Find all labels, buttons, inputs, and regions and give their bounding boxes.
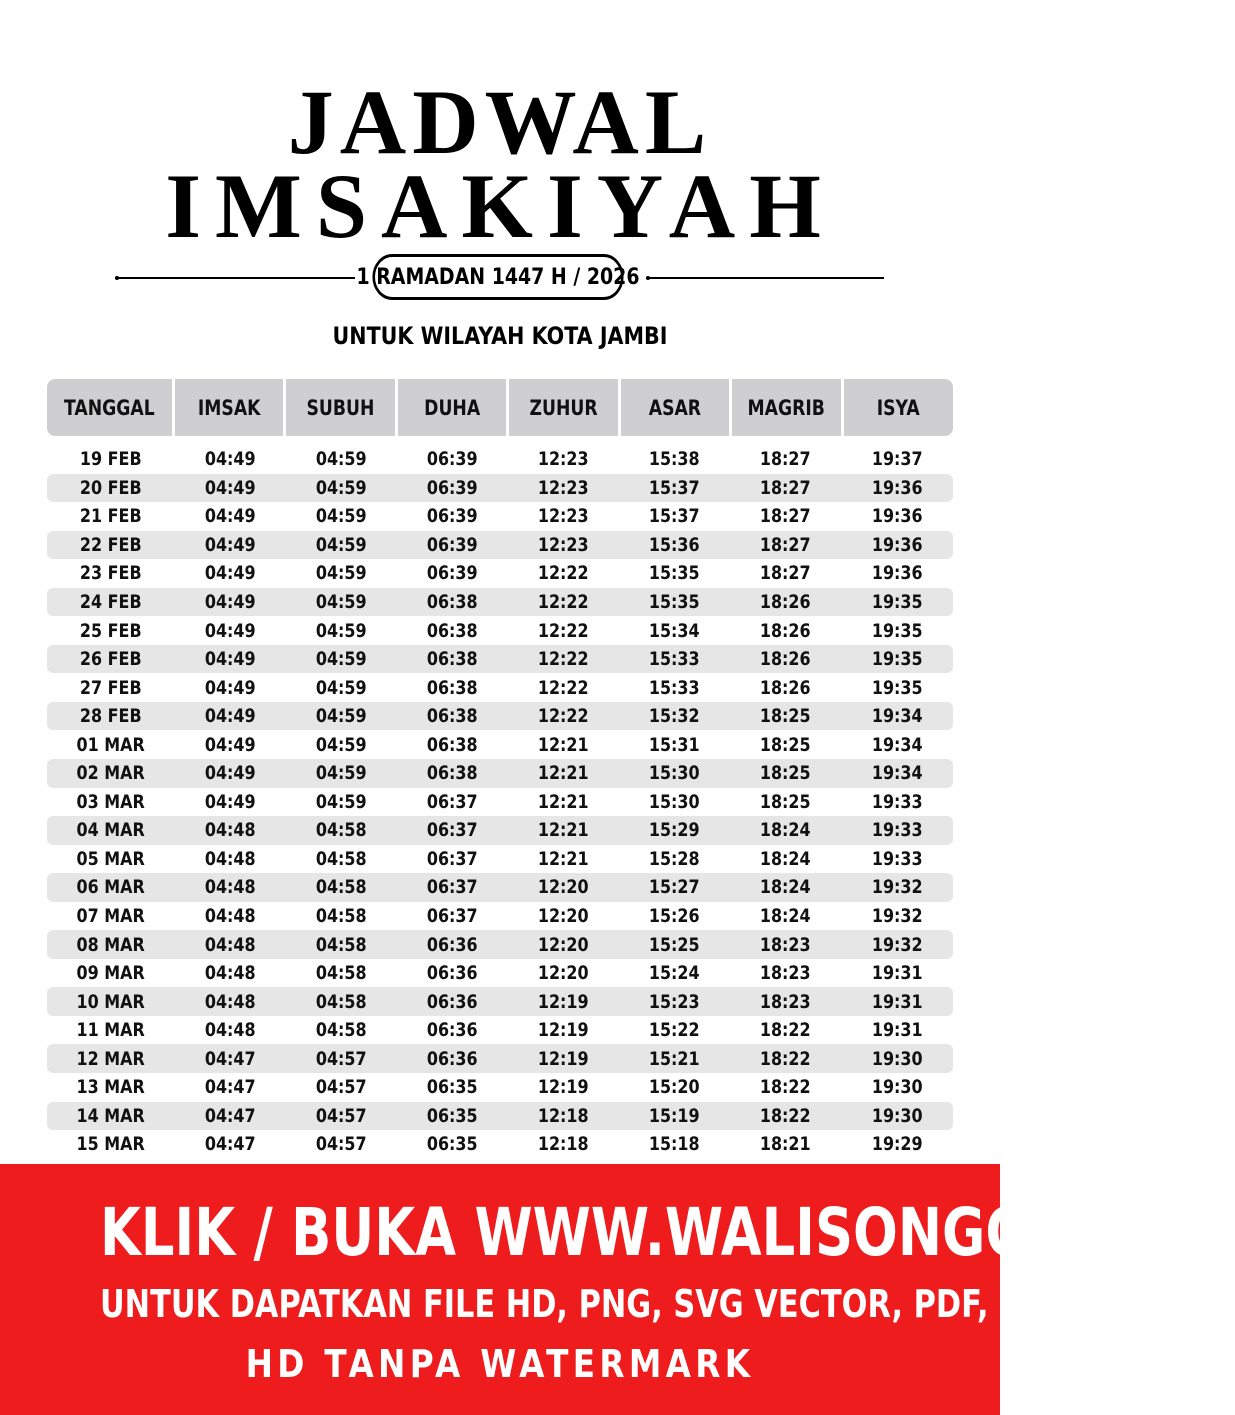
table-cell-imsak: 04:49	[205, 619, 256, 642]
table-cell-magrib: 18:23	[760, 962, 811, 985]
table-cell-imsak: 04:48	[205, 847, 256, 870]
table-cell-subuh: 04:59	[316, 619, 367, 642]
table-cell-duha: 06:36	[427, 990, 478, 1013]
table-cell-asar: 15:35	[649, 591, 700, 613]
table-cell-isya: 19:35	[871, 619, 923, 642]
table-cell-magrib: 18:22	[760, 1076, 811, 1099]
table-cell-zuhur: 12:18	[538, 1133, 589, 1156]
table-cell-magrib: 18:21	[760, 1133, 811, 1156]
table-cell-asar: 15:25	[649, 933, 700, 956]
table-cell-tanggal: 07 MAR	[76, 905, 146, 928]
table-cell-duha: 06:39	[427, 505, 478, 528]
table-cell-duha: 06:38	[427, 591, 478, 613]
table-cell-duha: 06:36	[427, 962, 478, 985]
table-cell-zuhur: 12:19	[538, 1076, 589, 1099]
table-cell-imsak: 04:47	[205, 1047, 256, 1070]
table-cell-subuh: 04:59	[316, 505, 367, 528]
table-cell-tanggal: 04 MAR	[76, 819, 146, 842]
table-cell-subuh: 04:59	[316, 648, 367, 671]
table-cell-isya: 19:36	[871, 533, 923, 556]
table-cell-zuhur: 12:21	[538, 790, 589, 813]
table-cell-tanggal: 19 FEB	[80, 448, 142, 471]
table-cell-magrib: 18:27	[760, 505, 811, 528]
table-cell-magrib: 18:25	[760, 762, 811, 785]
table-cell-asar: 15:38	[649, 448, 700, 471]
table-cell-magrib: 18:24	[760, 876, 811, 899]
table-cell-duha: 06:36	[427, 933, 478, 956]
table-cell-asar: 15:29	[649, 819, 700, 842]
table-row	[47, 645, 953, 674]
table-cell-asar: 15:33	[649, 648, 700, 671]
table-cell-duha: 06:39	[427, 533, 478, 556]
table-cell-zuhur: 12:23	[538, 505, 589, 528]
table-row	[47, 616, 953, 645]
table-cell-duha: 06:36	[427, 1019, 478, 1042]
table-cell-subuh: 04:58	[316, 905, 367, 928]
table-cell-magrib: 18:22	[760, 1019, 811, 1042]
column-header-magrib: MAGRIB	[732, 379, 840, 436]
table-cell-zuhur: 12:22	[538, 591, 589, 613]
table-cell-tanggal: 22 FEB	[80, 533, 142, 556]
table-cell-imsak: 04:48	[205, 933, 256, 956]
table-row	[47, 816, 953, 845]
table-row	[47, 959, 953, 988]
table-cell-zuhur: 12:22	[538, 648, 589, 671]
table-cell-zuhur: 12:23	[538, 533, 589, 556]
table-cell-zuhur: 12:22	[538, 705, 589, 728]
table-cell-asar: 15:28	[649, 847, 700, 870]
table-cell-asar: 15:36	[649, 533, 700, 556]
table-cell-isya: 19:34	[871, 733, 923, 756]
table-cell-zuhur: 12:21	[538, 847, 589, 870]
table-cell-imsak: 04:48	[205, 962, 256, 985]
table-cell-magrib: 18:27	[760, 448, 811, 471]
table-cell-zuhur: 12:20	[538, 905, 589, 928]
schedule-table	[47, 379, 953, 1156]
table-cell-tanggal: 14 MAR	[76, 1104, 146, 1127]
table-cell-subuh: 04:57	[316, 1104, 367, 1127]
table-cell-isya: 19:36	[871, 476, 923, 499]
table-cell-asar: 15:30	[649, 790, 700, 813]
table-cell-tanggal: 24 FEB	[80, 591, 142, 613]
table-cell-asar: 15:27	[649, 876, 700, 899]
table-cell-isya: 19:32	[871, 933, 923, 956]
table-row	[47, 902, 953, 931]
table-cell-subuh: 04:59	[316, 762, 367, 785]
table-cell-subuh: 04:59	[316, 591, 367, 613]
table-cell-imsak: 04:49	[205, 562, 256, 585]
table-body	[47, 445, 953, 1159]
table-cell-asar: 15:26	[649, 905, 700, 928]
table-cell-tanggal: 08 MAR	[76, 933, 146, 956]
table-cell-imsak: 04:47	[205, 1133, 256, 1156]
table-cell-duha: 06:38	[427, 733, 478, 756]
table-cell-imsak: 04:48	[205, 905, 256, 928]
table-cell-subuh: 04:58	[316, 962, 367, 985]
table-cell-asar: 15:20	[649, 1076, 700, 1099]
table-cell-tanggal: 23 FEB	[80, 562, 142, 585]
table-cell-asar: 15:19	[649, 1104, 700, 1127]
table-cell-magrib: 18:25	[760, 705, 811, 728]
page-title-line1: JADWAL	[287, 71, 713, 173]
table-cell-tanggal: 10 MAR	[76, 990, 146, 1013]
table-cell-zuhur: 12:21	[538, 762, 589, 785]
table-cell-duha: 06:37	[427, 790, 478, 813]
table-cell-imsak: 04:49	[205, 648, 256, 671]
subtitle-badge: 1 RAMADAN 1447 H / 2026	[372, 254, 623, 300]
table-cell-isya: 19:34	[871, 762, 923, 785]
table-cell-asar: 15:37	[649, 476, 700, 499]
table-row	[47, 730, 953, 759]
table-cell-asar: 15:24	[649, 962, 700, 985]
table-cell-imsak: 04:49	[205, 705, 256, 728]
table-cell-zuhur: 12:22	[538, 619, 589, 642]
table-row	[47, 1073, 953, 1102]
table-cell-subuh: 04:58	[316, 1019, 367, 1042]
table-cell-imsak: 04:49	[205, 505, 256, 528]
table-cell-isya: 19:31	[871, 962, 923, 985]
table-cell-subuh: 04:59	[316, 705, 367, 728]
table-cell-tanggal: 01 MAR	[76, 733, 146, 756]
table-cell-zuhur: 12:20	[538, 962, 589, 985]
table-cell-isya: 19:33	[871, 790, 923, 813]
table-row	[47, 1016, 953, 1045]
table-cell-imsak: 04:48	[205, 990, 256, 1013]
table-header	[47, 379, 953, 436]
table-cell-duha: 06:35	[427, 1104, 478, 1127]
table-cell-imsak: 04:49	[205, 733, 256, 756]
table-cell-magrib: 18:24	[760, 847, 811, 870]
table-cell-imsak: 04:49	[205, 448, 256, 471]
table-cell-subuh: 04:57	[316, 1133, 367, 1156]
table-cell-duha: 06:38	[427, 648, 478, 671]
table-cell-imsak: 04:49	[205, 533, 256, 556]
table-row	[47, 673, 953, 702]
table-row	[47, 445, 953, 474]
table-cell-asar: 15:21	[649, 1047, 700, 1070]
table-cell-zuhur: 12:21	[538, 819, 589, 842]
table-row	[47, 759, 953, 788]
table-cell-magrib: 18:23	[760, 933, 811, 956]
table-cell-asar: 15:33	[649, 676, 700, 699]
table-cell-subuh: 04:59	[316, 733, 367, 756]
table-row	[47, 702, 953, 731]
table-cell-subuh: 04:59	[316, 562, 367, 585]
table-cell-asar: 15:22	[649, 1019, 700, 1042]
table-cell-asar: 15:34	[649, 619, 700, 642]
table-row	[47, 588, 953, 617]
table-cell-isya: 19:31	[871, 990, 923, 1013]
table-cell-isya: 19:33	[871, 819, 923, 842]
table-cell-tanggal: 26 FEB	[80, 648, 142, 671]
table-cell-magrib: 18:27	[760, 562, 811, 585]
table-cell-magrib: 18:25	[760, 733, 811, 756]
table-cell-magrib: 18:25	[760, 790, 811, 813]
table-cell-magrib: 18:23	[760, 990, 811, 1013]
banner-subtext: UNTUK DAPATKAN FILE HD, PNG, SVG VECTOR, PDF, WORD, EXCEL	[100, 1282, 1235, 1326]
region-label: UNTUK WILAYAH KOTA JAMBI	[332, 322, 668, 350]
table-cell-duha: 06:37	[427, 876, 478, 899]
table-cell-magrib: 18:26	[760, 676, 811, 699]
table-cell-tanggal: 15 MAR	[76, 1133, 146, 1156]
table-cell-tanggal: 03 MAR	[76, 790, 146, 813]
table-cell-zuhur: 12:23	[538, 448, 589, 471]
table-cell-zuhur: 12:19	[538, 1019, 589, 1042]
table-cell-imsak: 04:47	[205, 1104, 256, 1127]
table-cell-isya: 19:35	[871, 591, 923, 613]
table-cell-asar: 15:32	[649, 705, 700, 728]
table-cell-isya: 19:37	[871, 448, 923, 471]
table-cell-isya: 19:33	[871, 847, 923, 870]
table-cell-tanggal: 27 FEB	[80, 676, 142, 699]
column-header-zuhur: ZUHUR	[509, 379, 617, 436]
table-row	[47, 559, 953, 588]
table-cell-imsak: 04:49	[205, 476, 256, 499]
table-cell-asar: 15:23	[649, 990, 700, 1013]
table-cell-duha: 06:39	[427, 448, 478, 471]
table-cell-subuh: 04:58	[316, 990, 367, 1013]
table-cell-tanggal: 02 MAR	[76, 762, 146, 785]
table-cell-subuh: 04:59	[316, 533, 367, 556]
banner-headline[interactable]: KLIK / BUKA WWW.WALISONGO.CO.ID	[100, 1194, 1216, 1271]
table-cell-subuh: 04:58	[316, 933, 367, 956]
table-cell-imsak: 04:48	[205, 1019, 256, 1042]
table-cell-asar: 15:31	[649, 733, 700, 756]
table-cell-duha: 06:39	[427, 476, 478, 499]
table-row	[47, 1102, 953, 1131]
column-header-isya: ISYA	[844, 379, 953, 436]
table-cell-zuhur: 12:22	[538, 676, 589, 699]
table-cell-magrib: 18:27	[760, 476, 811, 499]
table-cell-zuhur: 12:23	[538, 476, 589, 499]
table-cell-asar: 15:37	[649, 505, 700, 528]
table-cell-imsak: 04:48	[205, 819, 256, 842]
table-cell-tanggal: 13 MAR	[76, 1076, 146, 1099]
table-cell-subuh: 04:57	[316, 1076, 367, 1099]
table-cell-zuhur: 12:22	[538, 562, 589, 585]
table-cell-zuhur: 12:19	[538, 990, 589, 1013]
table-cell-subuh: 04:59	[316, 790, 367, 813]
table-row	[47, 788, 953, 817]
table-cell-imsak: 04:49	[205, 591, 256, 613]
table-cell-zuhur: 12:18	[538, 1104, 589, 1127]
table-cell-imsak: 04:49	[205, 790, 256, 813]
table-cell-subuh: 04:57	[316, 1047, 367, 1070]
table-cell-tanggal: 06 MAR	[76, 876, 146, 899]
table-cell-magrib: 18:22	[760, 1047, 811, 1070]
column-header-subuh: SUBUH	[286, 379, 394, 436]
table-cell-duha: 06:38	[427, 676, 478, 699]
table-cell-magrib: 18:24	[760, 905, 811, 928]
table-cell-tanggal: 05 MAR	[76, 847, 146, 870]
promo-banner[interactable]	[0, 1164, 1235, 1415]
column-header-imsak: IMSAK	[175, 379, 283, 436]
table-cell-zuhur: 12:20	[538, 876, 589, 899]
table-cell-tanggal: 20 FEB	[80, 476, 142, 499]
table-cell-tanggal: 21 FEB	[80, 505, 142, 528]
table-cell-isya: 19:30	[871, 1076, 923, 1099]
table-cell-imsak: 04:47	[205, 1076, 256, 1099]
table-row	[47, 845, 953, 874]
table-cell-isya: 19:35	[871, 648, 923, 671]
table-cell-zuhur: 12:21	[538, 733, 589, 756]
table-row	[47, 474, 953, 503]
table-row	[47, 873, 953, 902]
table-cell-isya: 19:30	[871, 1104, 923, 1127]
table-cell-duha: 06:38	[427, 619, 478, 642]
table-row	[47, 987, 953, 1016]
table-row	[47, 1044, 953, 1073]
table-cell-imsak: 04:48	[205, 876, 256, 899]
table-cell-asar: 15:30	[649, 762, 700, 785]
table-cell-duha: 06:37	[427, 905, 478, 928]
divider-left	[115, 277, 355, 279]
table-cell-zuhur: 12:20	[538, 933, 589, 956]
table-cell-isya: 19:36	[871, 505, 923, 528]
divider-right	[646, 277, 884, 279]
table-cell-tanggal: 25 FEB	[80, 619, 142, 642]
banner-note: HD TANPA WATERMARK	[245, 1342, 755, 1386]
table-cell-subuh: 04:59	[316, 476, 367, 499]
table-cell-tanggal: 11 MAR	[76, 1019, 146, 1042]
table-cell-asar: 15:18	[649, 1133, 700, 1156]
table-row	[47, 930, 953, 959]
column-header-tanggal: TANGGAL	[47, 379, 172, 436]
table-cell-imsak: 04:49	[205, 676, 256, 699]
table-cell-magrib: 18:26	[760, 591, 811, 613]
table-cell-isya: 19:30	[871, 1047, 923, 1070]
table-cell-tanggal: 12 MAR	[76, 1047, 146, 1070]
table-cell-subuh: 04:59	[316, 448, 367, 471]
table-cell-subuh: 04:58	[316, 819, 367, 842]
table-cell-magrib: 18:26	[760, 648, 811, 671]
table-cell-magrib: 18:22	[760, 1104, 811, 1127]
table-cell-isya: 19:32	[871, 876, 923, 899]
table-cell-duha: 06:36	[427, 1047, 478, 1070]
table-cell-isya: 19:29	[871, 1133, 923, 1156]
table-cell-isya: 19:36	[871, 562, 923, 585]
table-cell-subuh: 04:59	[316, 676, 367, 699]
table-cell-tanggal: 28 FEB	[80, 705, 142, 728]
page-title-line2: IMSAKIYAH	[165, 155, 835, 257]
table-cell-isya: 19:34	[871, 705, 923, 728]
table-cell-duha: 06:35	[427, 1076, 478, 1099]
table-cell-duha: 06:37	[427, 819, 478, 842]
table-cell-isya: 19:31	[871, 1019, 923, 1042]
table-row	[47, 502, 953, 531]
table-cell-duha: 06:39	[427, 562, 478, 585]
table-cell-magrib: 18:27	[760, 533, 811, 556]
table-cell-duha: 06:38	[427, 705, 478, 728]
column-header-asar: ASAR	[621, 379, 729, 436]
table-cell-isya: 19:35	[871, 676, 923, 699]
table-cell-duha: 06:35	[427, 1133, 478, 1156]
table-cell-duha: 06:38	[427, 762, 478, 785]
table-cell-magrib: 18:26	[760, 619, 811, 642]
table-cell-tanggal: 09 MAR	[76, 962, 146, 985]
table-cell-duha: 06:37	[427, 847, 478, 870]
table-cell-subuh: 04:58	[316, 847, 367, 870]
table-row	[47, 531, 953, 560]
table-cell-zuhur: 12:19	[538, 1047, 589, 1070]
table-cell-isya: 19:32	[871, 905, 923, 928]
table-row	[47, 1130, 953, 1159]
table-cell-imsak: 04:49	[205, 762, 256, 785]
column-header-duha: DUHA	[398, 379, 506, 436]
table-cell-subuh: 04:58	[316, 876, 367, 899]
table-cell-asar: 15:35	[649, 562, 700, 585]
table-cell-magrib: 18:24	[760, 819, 811, 842]
